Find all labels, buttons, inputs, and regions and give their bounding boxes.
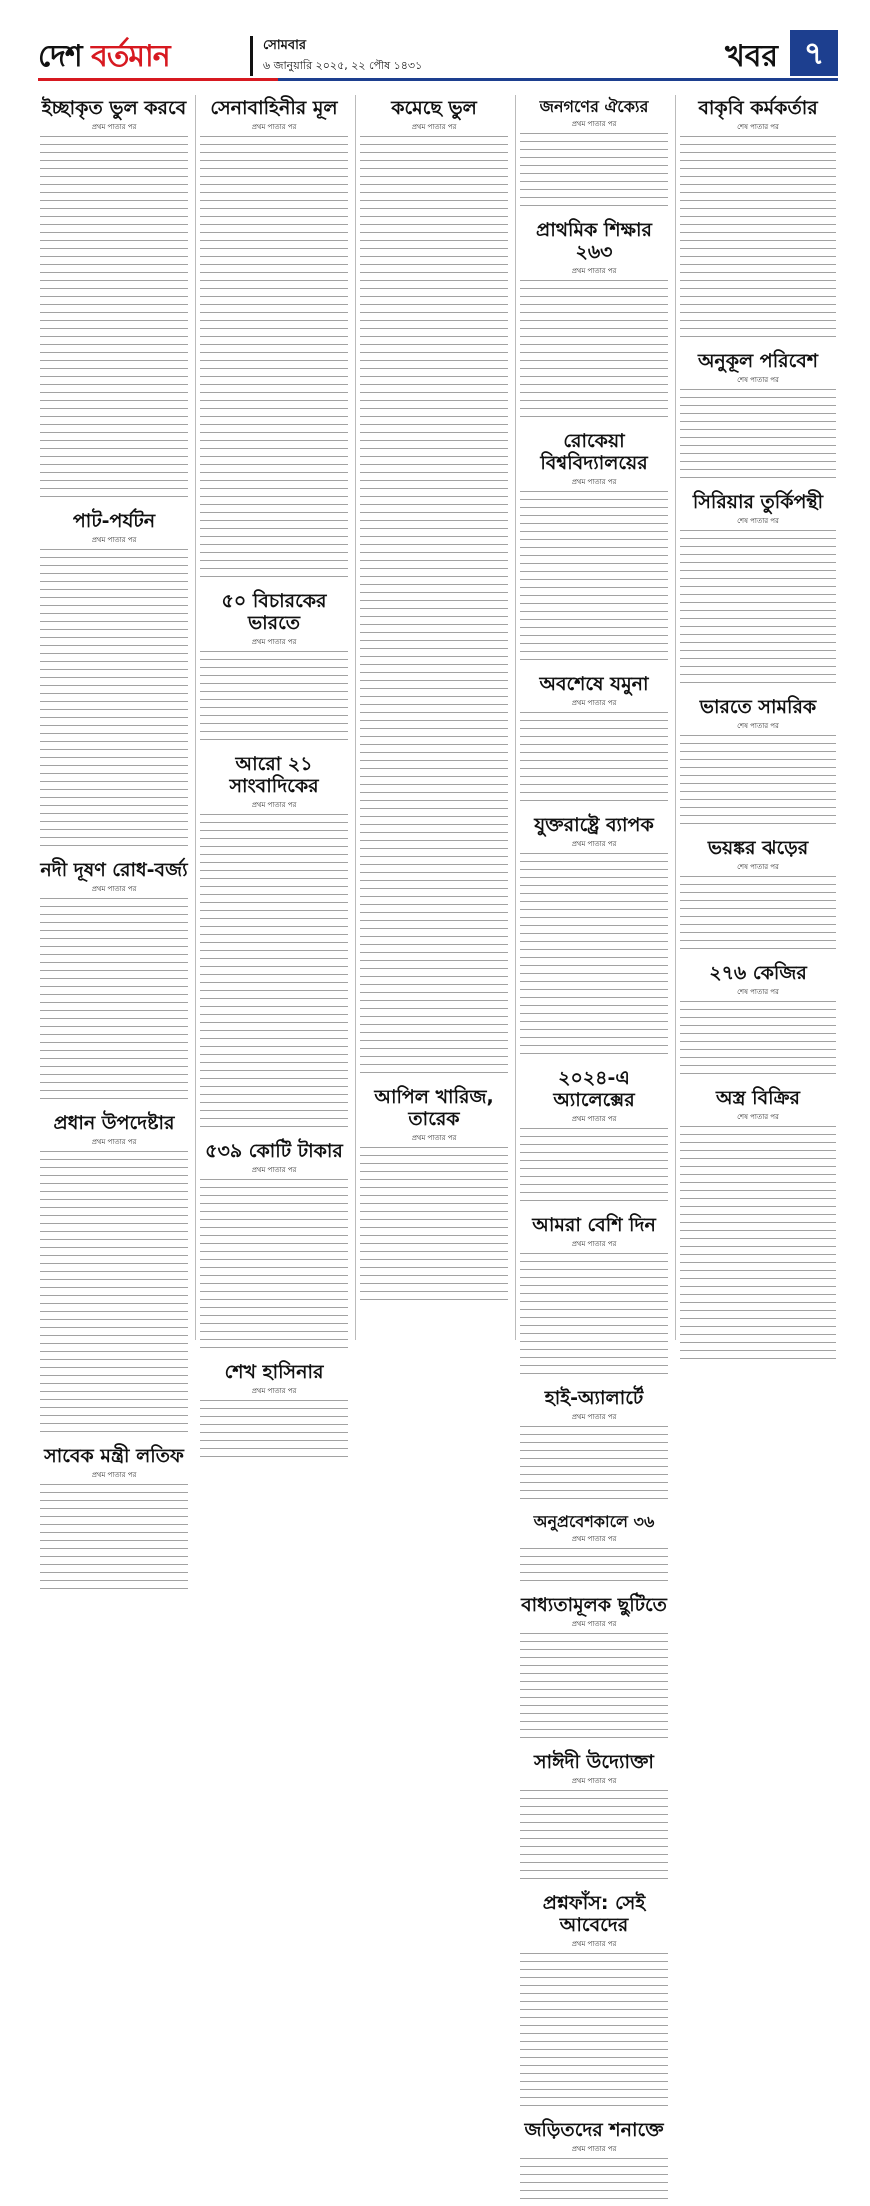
article-body-text: [680, 876, 836, 956]
continued-label: প্রথম পাতার পর: [251, 1387, 297, 1395]
article: [518, 97, 670, 213]
article-body-text: [520, 2158, 668, 2206]
article: [38, 1445, 190, 1596]
continued-label: প্রথম পাতার পর: [251, 1166, 297, 1174]
article-headline: হাই-অ্যালার্টে: [544, 1387, 644, 1409]
article-headline: ভয়ঙ্কর ঝড়ের: [707, 837, 809, 859]
article-headline: সাঈদী উদ্যোক্তা: [534, 1751, 654, 1773]
article: [38, 510, 190, 853]
article-body-text: [520, 1790, 668, 1886]
article: [518, 1214, 670, 1381]
continued-label: প্রথম পাতার পর: [91, 123, 137, 131]
article-body-text: [200, 136, 348, 584]
continued-label: শেষ পাতার পর: [737, 988, 779, 996]
article-body-text: [520, 280, 668, 424]
continued-label: প্রথম পাতার পর: [571, 1777, 617, 1785]
continued-label: প্রথম পাতার পর: [571, 1240, 617, 1248]
article: [518, 1387, 670, 1506]
continued-label: প্রথম পাতার পর: [571, 1535, 617, 1543]
continued-label: প্রথম পাতার পর: [571, 478, 617, 486]
article-headline: সাবেক মন্ত্রী লতিফ: [44, 1445, 184, 1467]
article-headline: আপিল খারিজ, তারেক: [374, 1086, 494, 1130]
article-body-text: [360, 136, 508, 1080]
article: [518, 1751, 670, 1886]
continued-label: প্রথম পাতার পর: [571, 1115, 617, 1123]
article: [38, 1112, 190, 1439]
article-headline: প্রাথমিক শিক্ষার ২৬৩: [536, 219, 652, 263]
article: [678, 837, 838, 956]
article-body-text: [680, 735, 836, 831]
column-1: [38, 95, 190, 1479]
article: [678, 491, 838, 690]
masthead-rule: [38, 78, 838, 81]
logo-part1: দেশ: [38, 39, 82, 74]
article-body-text: [520, 712, 668, 808]
article-headline: জনগণের ঐক্যের: [539, 97, 649, 116]
continued-label: প্রথম পাতার পর: [91, 536, 137, 544]
article: [678, 1087, 838, 1366]
article-body-text: [520, 1548, 668, 1588]
article-body-text: [200, 1400, 348, 1464]
masthead: [38, 30, 838, 90]
article: [518, 814, 670, 1061]
article-body-text: [200, 651, 348, 747]
article-headline: ইচ্ছাকৃত ভুল করবে: [41, 97, 187, 119]
article-headline: সিরিয়ার তুর্কিপন্থী: [692, 491, 824, 513]
article-body-text: [680, 1126, 836, 1366]
article: [358, 1086, 510, 1307]
article-headline: পাট-পর্যটন: [72, 510, 156, 532]
article-body-text: [680, 1001, 836, 1081]
continued-label: শেষ পাতার পর: [737, 863, 779, 871]
continued-label: প্রথম পাতার পর: [251, 123, 297, 131]
article: [518, 1512, 670, 1588]
column-divider: [355, 95, 356, 1340]
article: [518, 1067, 670, 1208]
article: [38, 97, 190, 504]
continued-label: প্রথম পাতার পর: [91, 885, 137, 893]
continued-label: প্রথম পাতার পর: [571, 1620, 617, 1628]
article-headline: অনুকূল পরিবেশ: [697, 350, 819, 372]
article-headline: আরো ২১ সাংবাদিকের: [229, 753, 319, 797]
article-body-text: [520, 1426, 668, 1506]
continued-label: প্রথম পাতার পর: [571, 267, 617, 275]
article: [518, 430, 670, 667]
article-headline: ভারতে সামরিক: [699, 696, 817, 718]
article: [518, 219, 670, 424]
article: [198, 590, 350, 747]
continued-label: প্রথম পাতার পর: [571, 120, 617, 128]
article-headline: অস্ত্র বিক্রির: [716, 1087, 800, 1109]
article-headline: ২৭৬ কেজির: [709, 962, 807, 984]
article-body-text: [40, 1484, 188, 1596]
article-body-text: [40, 898, 188, 1106]
article: [518, 1892, 670, 2113]
article-body-text: [520, 853, 668, 1061]
column-3: [358, 95, 510, 1345]
continued-label: শেষ পাতার পর: [737, 123, 779, 131]
newspaper-logo: [38, 32, 170, 83]
article-body-text: [520, 133, 668, 213]
article: [678, 97, 838, 344]
article: [678, 962, 838, 1081]
continued-label: প্রথম পাতার পর: [571, 1413, 617, 1421]
article-body-text: [200, 814, 348, 1134]
page-number: ৭: [790, 30, 838, 76]
article-body-text: [520, 1633, 668, 1745]
article-body-text: [200, 1179, 348, 1355]
continued-label: প্রথম পাতার পর: [571, 840, 617, 848]
logo-part2: বর্তমান: [91, 39, 170, 74]
article-headline: প্রধান উপদেষ্টার: [53, 1112, 175, 1134]
column-divider: [195, 95, 196, 1340]
article-body-text: [360, 1147, 508, 1307]
article: [198, 753, 350, 1134]
article-body-text: [40, 136, 188, 504]
article: [518, 2119, 670, 2206]
continued-label: শেষ পাতার পর: [737, 1113, 779, 1121]
article-headline: বাধ্যতামূলক ছুটিতে: [521, 1594, 667, 1616]
continued-label: প্রথম পাতার পর: [411, 1134, 457, 1142]
article: [678, 696, 838, 831]
article-headline: সেনাবাহিনীর মূল: [210, 97, 338, 119]
continued-label: প্রথম পাতার পর: [91, 1471, 137, 1479]
article-headline: আমরা বেশি দিন: [532, 1214, 656, 1236]
article-headline: ৫৩৯ কোটি টাকার: [205, 1140, 343, 1162]
article-headline: অবশেষে যমুনা: [539, 673, 649, 695]
column-2: [198, 95, 350, 1395]
article-headline: শেখ হাসিনার: [224, 1361, 324, 1383]
day-label: সোমবার: [263, 38, 307, 53]
column-4: [518, 95, 670, 2153]
article: [518, 1594, 670, 1745]
continued-label: প্রথম পাতার পর: [251, 801, 297, 809]
continued-label: প্রথম পাতার পর: [571, 1940, 617, 1948]
section-title: খবর: [725, 39, 778, 74]
date-label: ৬ জানুয়ারি ২০২৫, ২২ পৌষ ১৪৩১: [263, 59, 423, 72]
article-body-text: [680, 389, 836, 485]
article-body-text: [680, 136, 836, 344]
article-body-text: [520, 1128, 668, 1208]
article-body-text: [520, 1953, 668, 2113]
continued-label: প্রথম পাতার পর: [91, 1138, 137, 1146]
article-headline: জড়িতদের শনাক্তে: [524, 2119, 664, 2141]
continued-label: প্রথম পাতার পর: [571, 699, 617, 707]
article-body-text: [680, 530, 836, 690]
article-body-text: [40, 549, 188, 853]
continued-label: প্রথম পাতার পর: [571, 2145, 617, 2153]
continued-label: শেষ পাতার পর: [737, 517, 779, 525]
column-divider: [515, 95, 516, 1340]
article-headline: কমেছে ভুল: [391, 97, 477, 119]
article: [678, 350, 838, 485]
article-headline: বাকৃবি কর্মকর্তার: [698, 97, 818, 119]
continued-label: শেষ পাতার পর: [737, 722, 779, 730]
article-headline: নদী দূষণ রোধ-বর্জ্য: [40, 859, 188, 881]
article: [518, 673, 670, 808]
column-divider: [675, 95, 676, 1340]
continued-label: প্রথম পাতার পর: [251, 638, 297, 646]
continued-label: প্রথম পাতার পর: [411, 123, 457, 131]
article-body-text: [520, 1253, 668, 1381]
article-headline: ৫০ বিচারকের ভারতে: [221, 590, 327, 634]
continued-label: শেষ পাতার পর: [737, 376, 779, 384]
article-headline: অনুপ্রবেশকালে ৩৬: [533, 1512, 655, 1531]
article: [38, 859, 190, 1106]
article-headline: যুক্তরাষ্ট্রে ব্যাপক: [534, 814, 654, 836]
article-body-text: [520, 491, 668, 667]
column-5: [678, 95, 838, 1345]
article: [198, 1361, 350, 1464]
article-headline: প্রশ্নফাঁস: সেই আবেদের: [542, 1892, 646, 1936]
article: [358, 97, 510, 1080]
article: [198, 97, 350, 584]
article: [198, 1140, 350, 1355]
article-headline: ২০২৪-এ অ্যালেক্সের: [553, 1067, 635, 1111]
dateline: [250, 36, 422, 76]
article-body-text: [40, 1151, 188, 1439]
article-headline: রোকেয়া বিশ্ববিদ্যালয়ের: [540, 430, 648, 474]
